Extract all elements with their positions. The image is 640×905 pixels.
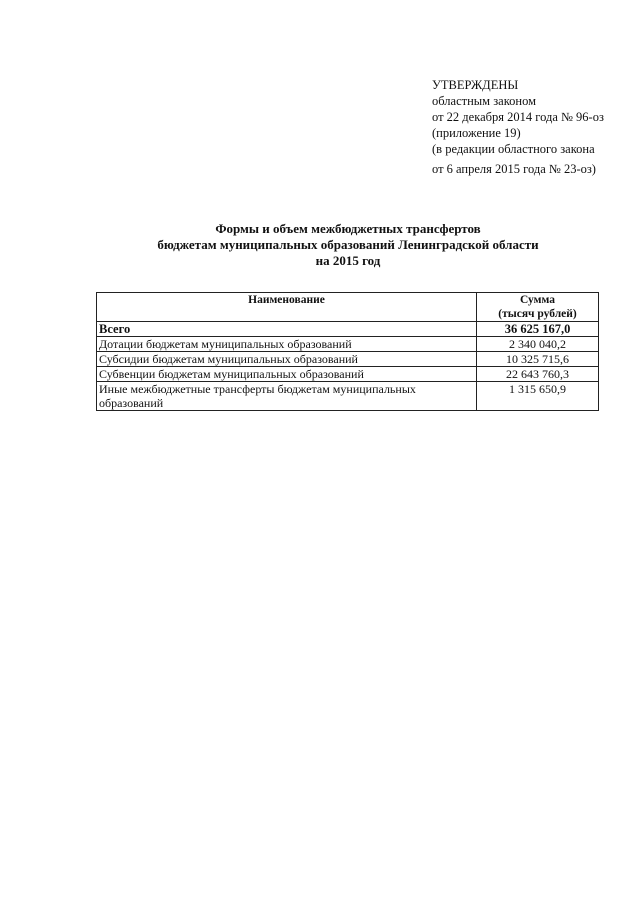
header-name: Наименование bbox=[97, 293, 477, 322]
approval-revision-line: (в редакции областного закона bbox=[432, 142, 595, 156]
title-line-2: бюджетам муниципальных образований Ленинградской области bbox=[157, 237, 539, 252]
row-name: Субвенции бюджетам муниципальных образований bbox=[97, 367, 477, 382]
row-name: Дотации бюджетам муниципальных образований bbox=[97, 337, 477, 352]
table-row bbox=[97, 352, 599, 367]
row-name: Всего bbox=[97, 322, 477, 337]
header-sum-unit: (тысяч рублей) bbox=[498, 308, 577, 320]
approval-stamp bbox=[432, 77, 632, 177]
title-line-1: Формы и объем межбюджетных трансфертов bbox=[215, 221, 481, 236]
row-value: 1 315 650,9 bbox=[477, 382, 599, 411]
table-row bbox=[97, 367, 599, 382]
row-value: 22 643 760,3 bbox=[477, 367, 599, 382]
row-name: Иные межбюджетные трансферты бюджетам муниципальных образований bbox=[97, 382, 477, 411]
row-value: 2 340 040,2 bbox=[477, 337, 599, 352]
row-value: 36 625 167,0 bbox=[477, 322, 599, 337]
approval-date-line: от 22 декабря 2014 года № 96-оз bbox=[432, 110, 604, 124]
table-header-row bbox=[97, 293, 599, 322]
approval-heading: УТВЕРЖДЕНЫ bbox=[432, 78, 519, 92]
table-row-total bbox=[97, 322, 599, 337]
row-value: 10 325 715,6 bbox=[477, 352, 599, 367]
table-row bbox=[97, 382, 599, 411]
table-row bbox=[97, 337, 599, 352]
approval-revision-date-line: от 6 апреля 2015 года № 23-оз) bbox=[432, 162, 596, 176]
transfers-table bbox=[96, 292, 599, 411]
document-title bbox=[100, 221, 596, 269]
approval-appendix-line: (приложение 19) bbox=[432, 126, 521, 140]
title-line-3: на 2015 год bbox=[315, 253, 381, 268]
header-sum-label: Сумма bbox=[520, 294, 555, 306]
header-sum bbox=[477, 293, 599, 322]
row-name: Субсидии бюджетам муниципальных образований bbox=[97, 352, 477, 367]
approval-law-line: областным законом bbox=[432, 94, 537, 108]
